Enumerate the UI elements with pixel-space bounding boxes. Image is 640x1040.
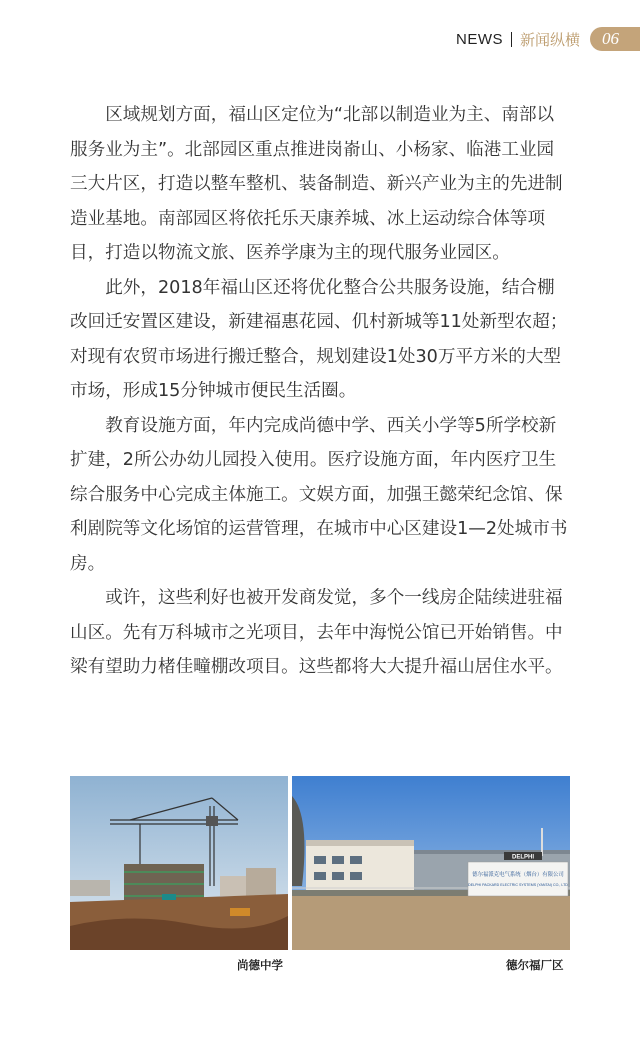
article-body bbox=[70, 98, 570, 685]
photo-construction-site bbox=[70, 776, 288, 950]
photo-caption-shangde: 尚德中学 bbox=[237, 958, 283, 972]
news-label: NEWS bbox=[455, 30, 503, 48]
page-number-tab bbox=[590, 27, 640, 51]
photo-caption-delphi: 德尔福厂区 bbox=[506, 958, 564, 972]
header-divider bbox=[511, 32, 512, 47]
svg-text:DELPHI PACKARD ELECTRIC SYSTEM: DELPHI PACKARD ELECTRIC SYSTEMS (YANTAI) CO., LTD bbox=[468, 883, 568, 887]
page-number: 06 bbox=[602, 29, 619, 48]
svg-text:DELPHI: DELPHI bbox=[511, 854, 535, 861]
paragraph-education-health: 教育设施方面，年内完成尚德中学、西关小学等5所学校新扩建，2所公办幼儿园投入使用。医疗设施方面，年内医疗卫生综合服务中心完成主体施工。文娱方面，加强王懿荣纪念馆、保利剧院等文化场馆的运营管理，在城市中心区建设1—2处城市书房。 bbox=[70, 415, 568, 574]
paragraph-public-services: 此外，2018年福山区还将优化整合公共服务设施，结合棚改回迁安置区建设，新建福惠花园、仉村新城等11处新型农超；对现有农贸市场进行搬迁整合，规划建设1处30万平方米的大型市场，形成15分钟城市便民生活圈。 bbox=[70, 277, 568, 401]
paragraph-planning: 区域规划方面，福山区定位为“北部以制造业为主、南部以服务业为主”。北部园区重点推进岗嵛山、小杨家、临港工业园三大片区，打造以整车整机、装备制造、新兴产业为主的先进制造业基地。南部园区将依托乐天康养城、冰上运动综合体等项目，打造以物流文旅、医养学康为主的现代服务业园区。 bbox=[70, 105, 563, 263]
paragraph-developers: 或许，这些利好也被开发商发觉，多个一线房企陆续进驻福山区。先有万科城市之光项目，去年中海悦公馆已开始销售。中梁有望助力楮佳疃棚改项目。这些都将大大提升福山居住水平。 bbox=[70, 588, 563, 677]
page-header bbox=[456, 26, 640, 52]
svg-text:德尔福派克电气系统（烟台）有限公司: 德尔福派克电气系统（烟台）有限公司 bbox=[472, 872, 564, 878]
photo-delphi-factory bbox=[292, 776, 570, 950]
section-title: 新闻纵横 bbox=[519, 30, 580, 49]
